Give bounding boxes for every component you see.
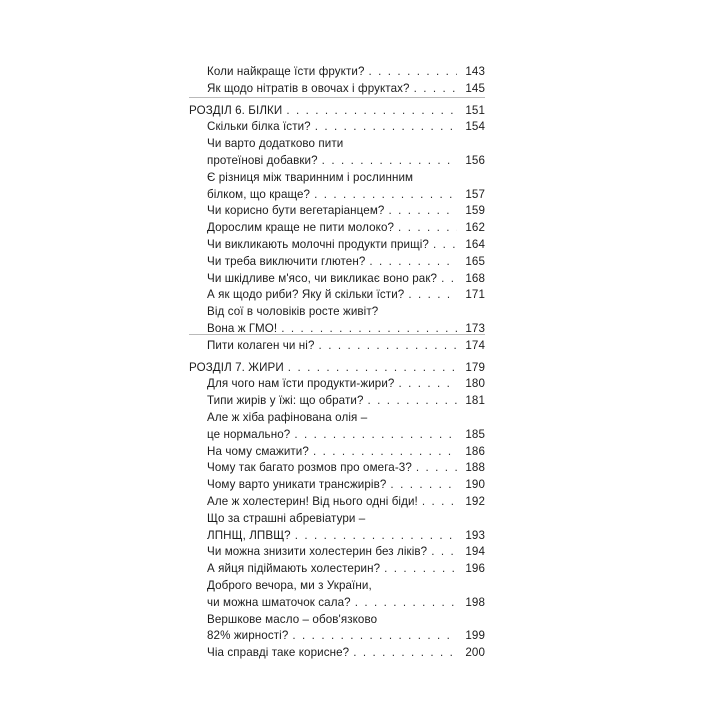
toc-leader-dots [368, 393, 457, 410]
toc-leader-dots [295, 528, 457, 545]
toc-page-number: 157 [465, 187, 485, 201]
toc-leader-dots [314, 187, 457, 204]
toc-entry-title: Чи можна знизити холестерин без ліків? [207, 545, 428, 559]
toc-page-number: 196 [465, 562, 485, 576]
toc-entry [189, 494, 485, 511]
toc-entry [189, 136, 485, 153]
toc-entry-title: Чи варто додатково пити [207, 137, 344, 151]
toc-entry [189, 544, 485, 561]
toc-entry-title: Типи жирів у їжі: що обрати? [207, 394, 364, 408]
toc-entry [189, 203, 485, 220]
toc-entry [189, 187, 485, 204]
toc-entry [189, 376, 485, 393]
toc-page-number: 179 [465, 360, 485, 374]
toc-page-number: 192 [465, 494, 485, 508]
toc-leader-dots [369, 64, 458, 81]
toc-chapter-entry [189, 103, 485, 120]
toc-entry [189, 460, 485, 477]
toc-page-number: 185 [465, 427, 485, 441]
toc-page-number: 193 [465, 528, 485, 542]
toc-entry-title: білком, що краще? [207, 187, 311, 201]
toc-entry [189, 427, 485, 444]
toc-leader-dots [388, 203, 457, 220]
toc-entry [189, 170, 485, 187]
toc-entry [189, 119, 485, 136]
toc-entry-title: Чи шкідливе м'ясо, чи викликає воно рак? [207, 271, 438, 285]
toc-entry [189, 444, 485, 461]
toc-page-number: 190 [465, 478, 485, 492]
toc-leader-dots [294, 427, 457, 444]
toc-page-number: 194 [465, 545, 485, 559]
toc-leader-dots [433, 237, 457, 254]
toc-entry-title: Чіа справді таке корисне? [207, 646, 350, 660]
toc-entry-title: Але ж хіба рафінована олія – [207, 410, 368, 424]
toc-page-number: 143 [465, 65, 485, 78]
toc-entry-title: чи можна шматочок сала? [207, 595, 351, 609]
toc-page-number: 181 [465, 394, 485, 408]
toc-entry-title: Чи викликають молочні продукти прищі? [207, 237, 429, 251]
toc-page-number: 165 [465, 254, 485, 268]
toc-page-number: 173 [465, 321, 485, 335]
toc-entry-title: Вершкове масло – обов'язково [207, 612, 378, 626]
toc-entry-title: Скільки білка їсти? [207, 120, 311, 134]
toc-entry [189, 561, 485, 578]
toc-leader-dots [441, 271, 457, 288]
toc-entry-title: А як щодо риби? Яку й скільки їсти? [207, 288, 405, 302]
toc-page-number: 168 [465, 271, 485, 285]
toc-page-number: 145 [465, 81, 485, 95]
toc-entry-title: Вона ж ГМО! [207, 321, 278, 335]
toc-leader-dots [355, 595, 457, 612]
toc-entry-title: 82% жирності? [207, 629, 289, 643]
toc-entry [189, 237, 485, 254]
toc-entry [189, 393, 485, 410]
toc-entry-title: Дорослим краще не пити молоко? [207, 221, 395, 235]
toc-entry-title: Чому так багато розмов про омега-3? [207, 461, 412, 475]
toc-page-number: 198 [465, 595, 485, 609]
toc-entry [189, 64, 485, 81]
toc-page-number: 154 [465, 120, 485, 134]
toc-page-number: 186 [465, 444, 485, 458]
toc-entry [189, 477, 485, 494]
toc-entry-title: Коли найкраще їсти фрукти? [207, 65, 365, 78]
toc-entry [189, 220, 485, 237]
toc-leader-dots [286, 103, 457, 120]
toc-leader-dots [398, 220, 457, 237]
toc-entry-title: РОЗДІЛ 7. ЖИРИ [189, 360, 284, 374]
toc-leader-dots [288, 360, 457, 377]
toc-entry [189, 628, 485, 645]
toc-leader-dots [431, 544, 457, 561]
toc-leader-dots [390, 477, 457, 494]
toc-entry-title: А яйця підіймають холестерин? [207, 562, 381, 576]
toc-leader-dots [422, 494, 457, 511]
toc-entry [189, 287, 485, 304]
toc-leader-dots [292, 628, 457, 645]
toc-page-number: 180 [465, 377, 485, 391]
toc-entry-title: Що за страшні абревіатури – [207, 511, 366, 525]
toc-leader-dots [319, 338, 457, 355]
toc-page-number: 200 [465, 646, 485, 660]
toc-leader-dots [369, 254, 457, 271]
toc-entry-title: Пити колаген чи ні? [207, 338, 315, 352]
toc-entry-title: Чи треба виключити глютен? [207, 254, 366, 268]
toc-entry-title: Чи корисно бути вегетаріанцем? [207, 204, 385, 218]
toc-leader-dots [322, 153, 457, 170]
toc-leader-dots [384, 561, 457, 578]
toc-entry [189, 81, 485, 98]
toc-chapter-entry [189, 360, 485, 377]
toc-entry-title: Як щодо нітратів в овочах і фруктах? [207, 81, 410, 95]
toc-page-number: 188 [465, 461, 485, 475]
toc-entry-title: Є різниця між тваринним і рослинним [207, 170, 414, 184]
toc-page-number: 164 [465, 237, 485, 251]
toc-entry [189, 528, 485, 545]
toc-entry [189, 578, 485, 595]
toc-entry [189, 271, 485, 288]
toc-leader-dots [353, 645, 457, 662]
toc-entry-title: Доброго вечора, ми з України, [207, 578, 372, 592]
toc-leader-dots [416, 460, 457, 477]
toc-leader-dots [414, 81, 457, 98]
toc-entry [189, 595, 485, 612]
table-of-contents [189, 64, 485, 662]
toc-entry [189, 304, 485, 321]
toc-leader-dots [313, 444, 457, 461]
toc-entry-title: Для чого нам їсти продукти-жири? [207, 377, 395, 391]
toc-entry-title: РОЗДІЛ 6. БІЛКИ [189, 103, 283, 117]
toc-entry-title: Чому варто уникати трансжирів? [207, 478, 387, 492]
toc-entry-title: На чому смажити? [207, 444, 309, 458]
toc-entry [189, 612, 485, 629]
toc-page-number: 162 [465, 221, 485, 235]
toc-page-number: 156 [465, 153, 485, 167]
toc-entry [189, 645, 485, 662]
toc-entry [189, 511, 485, 528]
toc-leader-dots [408, 287, 457, 304]
toc-entry-title: ЛПНЩ, ЛПВЩ? [207, 528, 291, 542]
toc-entry-title: це нормально? [207, 427, 291, 441]
toc-entry-title: Від сої в чоловіків росте живіт? [207, 305, 379, 319]
toc-leader-dots [398, 376, 457, 393]
toc-entry [189, 254, 485, 271]
toc-page-number: 171 [465, 288, 485, 302]
toc-page-number: 199 [465, 629, 485, 643]
toc-page-number: 174 [465, 338, 485, 352]
toc-entry [189, 410, 485, 427]
toc-entry [189, 321, 485, 338]
toc-page-number: 159 [465, 204, 485, 218]
toc-entry [189, 338, 485, 355]
toc-page-number: 151 [465, 103, 485, 117]
toc-leader-dots [315, 119, 457, 136]
toc-entry-title: протеїнові добавки? [207, 153, 318, 167]
toc-leader-dots [281, 321, 457, 338]
toc-entry-title: Але ж холестерин! Від нього одні біди! [207, 494, 418, 508]
toc-entry [189, 153, 485, 170]
